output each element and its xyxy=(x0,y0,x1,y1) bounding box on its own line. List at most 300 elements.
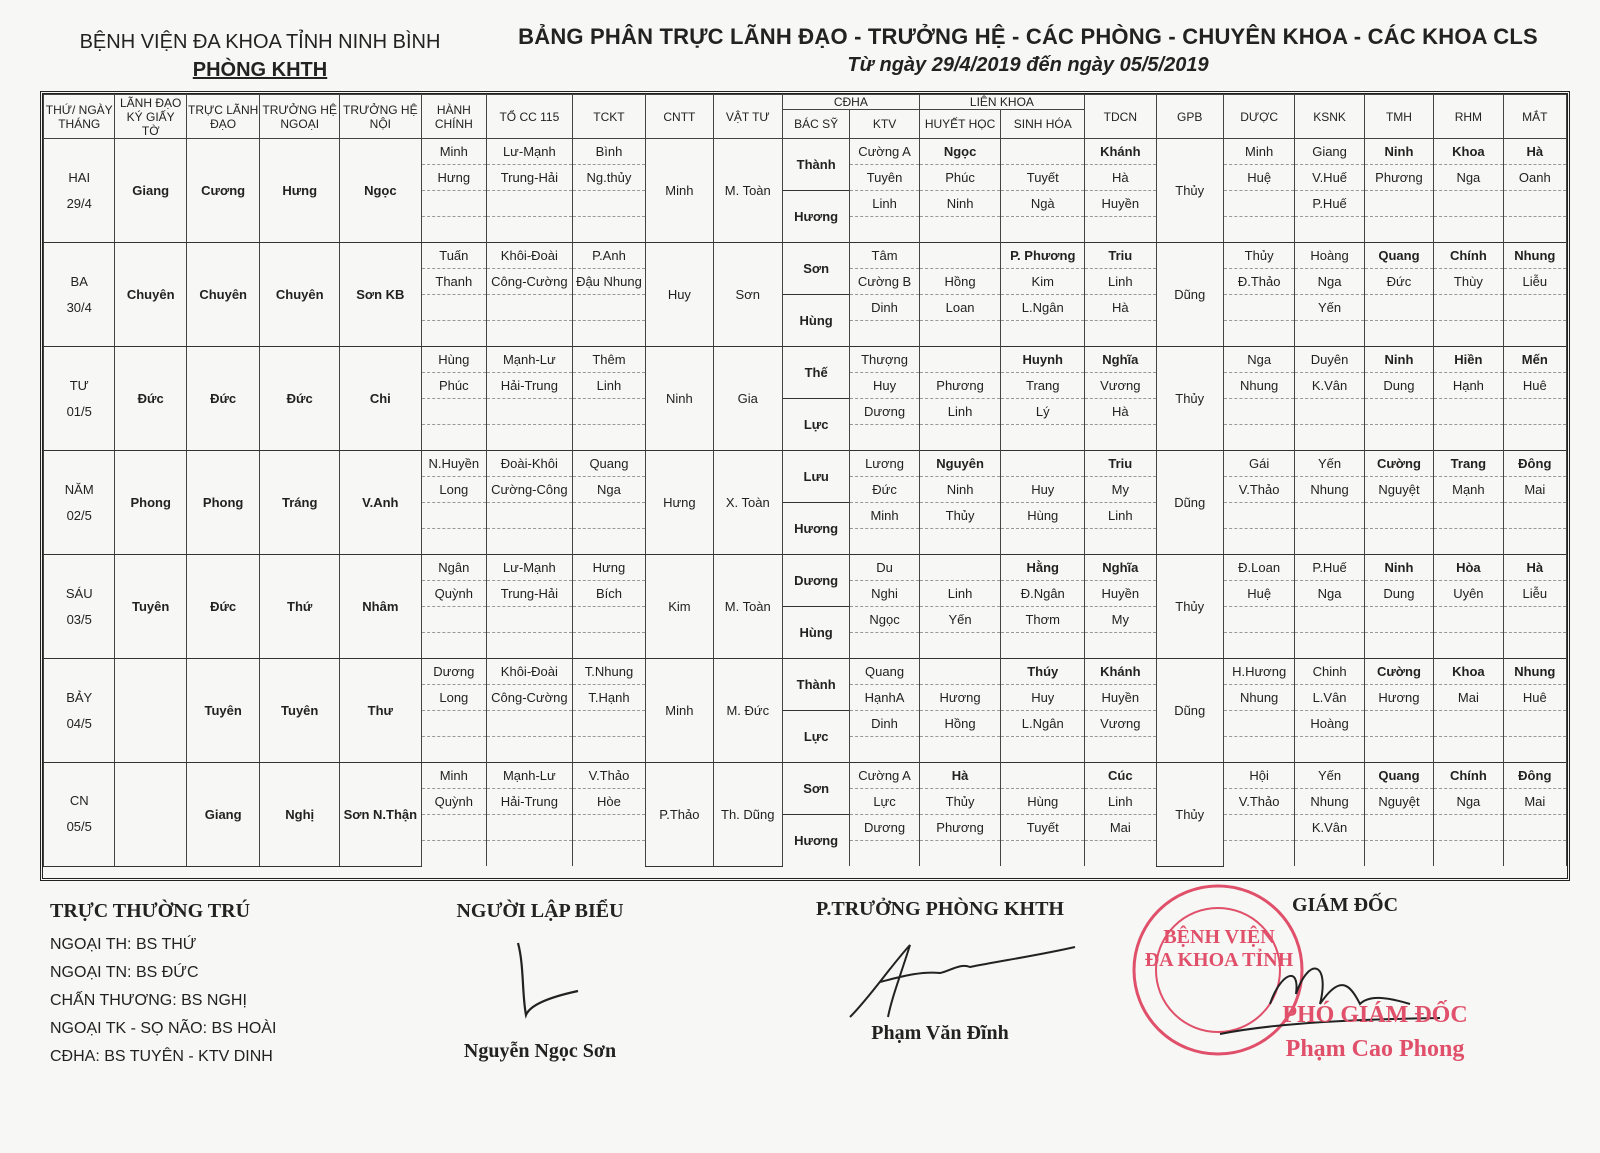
lab-blood-cell xyxy=(919,737,1001,763)
lab-bio-cell: Kim xyxy=(1001,269,1085,295)
head-surgery-cell: Nghị xyxy=(260,763,340,867)
supplies-cell: X. Toàn xyxy=(713,451,782,555)
mat-cell: Huê xyxy=(1503,373,1566,399)
day-date: 05/5 xyxy=(66,819,92,835)
ksnk-cell: Yến xyxy=(1295,451,1364,477)
day-cell xyxy=(44,555,115,659)
lab-blood-cell: Thủy xyxy=(919,789,1001,815)
day-of-week: CN xyxy=(69,793,89,809)
col-lab: LIÊN KHOA xyxy=(919,95,1084,110)
stamp-text: BỆNH VIỆN ĐA KHOA TỈNH xyxy=(1144,926,1294,971)
schedule-body xyxy=(44,139,1567,867)
resident-line: NGOẠI TN: BS ĐỨC xyxy=(50,964,199,981)
finance-cell xyxy=(572,737,645,763)
emergency-cell: Hải-Trung xyxy=(486,789,572,815)
finance-cell: Bình xyxy=(572,139,645,165)
preparer-signature xyxy=(440,935,640,1025)
tmh-cell: Ninh xyxy=(1364,139,1433,165)
emergency-cell xyxy=(486,321,572,347)
pharmacy-cell: Hội xyxy=(1223,763,1294,789)
lab-blood-cell: Phúc xyxy=(919,165,1001,191)
ksnk-cell: Nhung xyxy=(1295,789,1364,815)
cdha-doctor-cell: Hương xyxy=(782,503,849,555)
cdha-ktv-cell: Tuyên xyxy=(850,165,919,191)
col-emergency: TỔ CC 115 xyxy=(486,95,572,139)
rhm-cell: Nga xyxy=(1434,165,1503,191)
tmh-cell xyxy=(1364,815,1433,841)
finance-cell: Đậu Nhung xyxy=(572,269,645,295)
admin-cell xyxy=(421,321,486,347)
ksnk-cell: P.Huế xyxy=(1295,191,1364,217)
gpb-cell: Dũng xyxy=(1156,243,1223,347)
emergency-cell xyxy=(486,841,572,867)
admin-cell xyxy=(421,607,486,633)
duty-leader-cell: Đức xyxy=(186,347,259,451)
sign-leader-cell: Giang xyxy=(115,139,186,243)
col-tmh: TMH xyxy=(1364,95,1433,139)
cdha-ktv-cell: Huy xyxy=(850,373,919,399)
finance-cell: Nga xyxy=(572,477,645,503)
tdcn-cell: Vương xyxy=(1085,373,1156,399)
rhm-cell xyxy=(1434,607,1503,633)
ksnk-cell xyxy=(1295,503,1364,529)
emergency-cell: Lư-Mạnh xyxy=(486,139,572,165)
tdcn-cell: Nghĩa xyxy=(1085,555,1156,581)
rhm-cell: Trang xyxy=(1434,451,1503,477)
admin-cell xyxy=(421,295,486,321)
admin-cell xyxy=(421,503,486,529)
tmh-cell xyxy=(1364,503,1433,529)
finance-cell: Linh xyxy=(572,373,645,399)
cdha-ktv-cell xyxy=(850,217,919,243)
table-row xyxy=(44,139,1567,165)
day-of-week: SÁU xyxy=(65,585,93,601)
finance-cell xyxy=(572,217,645,243)
rhm-cell xyxy=(1434,399,1503,425)
pharmacy-cell: V.Thảo xyxy=(1223,789,1294,815)
admin-cell: Hưng xyxy=(421,165,486,191)
cdha-doctor-cell: Lực xyxy=(782,711,849,763)
tdcn-cell: Linh xyxy=(1085,789,1156,815)
head-surgery-cell: Đức xyxy=(260,347,340,451)
finance-cell xyxy=(572,711,645,737)
admin-cell: Quỳnh xyxy=(421,789,486,815)
tmh-cell xyxy=(1364,217,1433,243)
pharmacy-cell xyxy=(1223,321,1294,347)
ksnk-cell: Hoàng xyxy=(1295,711,1364,737)
mat-cell: Mai xyxy=(1503,477,1566,503)
admin-cell: Dương xyxy=(421,659,486,685)
preparer-signature-block xyxy=(440,900,640,1070)
cdha-ktv-cell: Cường B xyxy=(850,269,919,295)
cdha-ktv-cell: HạnhA xyxy=(850,685,919,711)
pharmacy-cell xyxy=(1223,607,1294,633)
cdha-ktv-cell xyxy=(850,841,919,867)
tdcn-cell: Hà xyxy=(1085,399,1156,425)
ksnk-cell xyxy=(1295,633,1364,659)
cdha-ktv-cell: Dương xyxy=(850,815,919,841)
mat-cell xyxy=(1503,711,1566,737)
cdha-ktv-cell: Cường A xyxy=(850,763,919,789)
rhm-cell: Khoa xyxy=(1434,139,1503,165)
emergency-cell: Mạnh-Lư xyxy=(486,347,572,373)
emergency-cell xyxy=(486,815,572,841)
sign-leader-cell xyxy=(115,763,186,867)
lab-blood-cell xyxy=(919,321,1001,347)
ksnk-cell xyxy=(1295,529,1364,555)
cdha-doctor-cell: Sơn xyxy=(782,763,849,815)
finance-cell: Hòe xyxy=(572,789,645,815)
duty-leader-cell: Tuyên xyxy=(186,659,259,763)
day-cell xyxy=(44,243,115,347)
rhm-cell: Mạnh xyxy=(1434,477,1503,503)
admin-cell: Minh xyxy=(421,763,486,789)
rhm-cell: Chính xyxy=(1434,243,1503,269)
lab-bio-cell xyxy=(1001,633,1085,659)
emergency-cell xyxy=(486,425,572,451)
col-day: THỨ/ NGÀY THÁNG xyxy=(44,95,115,139)
gpb-cell: Dũng xyxy=(1156,451,1223,555)
tdcn-cell: Mai xyxy=(1085,815,1156,841)
head-internal-cell: Sơn KB xyxy=(340,243,422,347)
col-head-surgery: TRƯỞNG HỆ NGOẠI xyxy=(260,95,340,139)
it-cell: Minh xyxy=(646,139,713,243)
emergency-cell xyxy=(486,607,572,633)
tmh-cell xyxy=(1364,191,1433,217)
emergency-cell: Khôi-Đoài xyxy=(486,243,572,269)
tdcn-cell xyxy=(1085,529,1156,555)
day-date: 01/5 xyxy=(66,403,92,419)
gpb-cell: Thủy xyxy=(1156,139,1223,243)
emergency-cell: Công-Cường xyxy=(486,269,572,295)
head-surgery-cell: Tuyên xyxy=(260,659,340,763)
cdha-ktv-cell: Linh xyxy=(850,191,919,217)
cdha-ktv-cell: Lực xyxy=(850,789,919,815)
pharmacy-cell: V.Thảo xyxy=(1223,477,1294,503)
ksnk-cell: Yến xyxy=(1295,295,1364,321)
rhm-cell xyxy=(1434,321,1503,347)
rhm-cell: Nga xyxy=(1434,789,1503,815)
col-mat: MẮT xyxy=(1503,95,1566,139)
tmh-cell xyxy=(1364,529,1433,555)
head-internal-cell: V.Anh xyxy=(340,451,422,555)
tmh-cell: Ninh xyxy=(1364,555,1433,581)
lab-bio-cell xyxy=(1001,451,1085,477)
emergency-cell xyxy=(486,399,572,425)
tmh-cell: Nguyệt xyxy=(1364,477,1433,503)
emergency-cell xyxy=(486,217,572,243)
lab-blood-cell xyxy=(919,555,1001,581)
deputy-head-name: Phạm Văn Đĩnh xyxy=(871,1022,1009,1044)
rhm-cell: Hòa xyxy=(1434,555,1503,581)
mat-cell: Đông xyxy=(1503,763,1566,789)
day-date: 30/4 xyxy=(66,299,92,315)
admin-cell xyxy=(421,711,486,737)
pharmacy-cell xyxy=(1223,841,1294,867)
resident-line: CĐHA: BS TUYÊN - KTV DINH xyxy=(50,1048,273,1065)
date-range: Từ ngày 29/4/2019 đến ngày 05/5/2019 xyxy=(847,54,1209,76)
lab-blood-cell xyxy=(919,243,1001,269)
lab-bio-cell xyxy=(1001,529,1085,555)
emergency-cell: Hải-Trung xyxy=(486,373,572,399)
ksnk-cell xyxy=(1295,607,1364,633)
col-pharmacy: DƯỢC xyxy=(1223,95,1294,139)
admin-cell: Quỳnh xyxy=(421,581,486,607)
finance-cell: T.Nhung xyxy=(572,659,645,685)
tmh-cell: Ninh xyxy=(1364,347,1433,373)
cdha-doctor-cell: Thế xyxy=(782,347,849,399)
tmh-cell xyxy=(1364,711,1433,737)
resident-line: NGOẠI TH: BS THỨ xyxy=(50,936,197,953)
day-date: 04/5 xyxy=(66,715,92,731)
admin-cell: Tuấn xyxy=(421,243,486,269)
cdha-ktv-cell xyxy=(850,425,919,451)
col-lab-blood: HUYẾT HỌC xyxy=(919,110,1001,139)
finance-cell: T.Hạnh xyxy=(572,685,645,711)
cdha-doctor-cell: Sơn xyxy=(782,243,849,295)
mat-cell xyxy=(1503,607,1566,633)
head-surgery-cell: Hưng xyxy=(260,139,340,243)
tdcn-cell: Linh xyxy=(1085,503,1156,529)
pharmacy-cell: H.Hương xyxy=(1223,659,1294,685)
mat-cell: Mến xyxy=(1503,347,1566,373)
emergency-cell xyxy=(486,191,572,217)
director-title: GIÁM ĐỐC xyxy=(1291,894,1399,916)
lab-blood-cell: Ninh xyxy=(919,191,1001,217)
pharmacy-cell xyxy=(1223,737,1294,763)
day-of-week: BẢY xyxy=(66,689,93,705)
finance-cell: Bích xyxy=(572,581,645,607)
admin-cell: Thanh xyxy=(421,269,486,295)
pharmacy-cell: Nga xyxy=(1223,347,1294,373)
day-of-week: TƯ xyxy=(69,377,89,393)
head-internal-cell: Chi xyxy=(340,347,422,451)
lab-bio-cell: Tuyết xyxy=(1001,815,1085,841)
finance-cell xyxy=(572,399,645,425)
cdha-ktv-cell: Quang xyxy=(850,659,919,685)
tdcn-cell: Hà xyxy=(1085,165,1156,191)
lab-blood-cell: Loan xyxy=(919,295,1001,321)
lab-bio-cell: Lý xyxy=(1001,399,1085,425)
rhm-cell: Khoa xyxy=(1434,659,1503,685)
lab-bio-cell: Hằng xyxy=(1001,555,1085,581)
pharmacy-cell xyxy=(1223,503,1294,529)
sign-leader-cell: Đức xyxy=(115,347,186,451)
rhm-cell xyxy=(1434,295,1503,321)
col-sign-leader: LÃNH ĐẠO KÝ GIẤY TỜ xyxy=(115,95,186,139)
table-row xyxy=(44,659,1567,685)
cdha-ktv-cell: Tâm xyxy=(850,243,919,269)
finance-cell xyxy=(572,529,645,555)
it-cell: Ninh xyxy=(646,347,713,451)
tdcn-cell: Huyền xyxy=(1085,581,1156,607)
cdha-ktv-cell xyxy=(850,529,919,555)
pharmacy-cell xyxy=(1223,399,1294,425)
lab-bio-cell xyxy=(1001,841,1085,867)
pharmacy-cell: Gái xyxy=(1223,451,1294,477)
hospital-header xyxy=(60,28,460,84)
cdha-doctor-cell: Hùng xyxy=(782,295,849,347)
finance-cell: Quang xyxy=(572,451,645,477)
lab-blood-cell: Thủy xyxy=(919,503,1001,529)
day-cell xyxy=(44,139,115,243)
rhm-cell xyxy=(1434,841,1503,867)
tmh-cell: Dung xyxy=(1364,373,1433,399)
cdha-doctor-cell: Hùng xyxy=(782,607,849,659)
head-surgery-cell: Thứ xyxy=(260,555,340,659)
lab-blood-cell: Hương xyxy=(919,685,1001,711)
lab-bio-cell: Huynh xyxy=(1001,347,1085,373)
pharmacy-cell xyxy=(1223,217,1294,243)
admin-cell xyxy=(421,191,486,217)
hospital-name: BỆNH VIỆN ĐA KHOA TỈNH NINH BÌNH xyxy=(79,31,441,53)
it-cell: Huy xyxy=(646,243,713,347)
finance-cell: Hưng xyxy=(572,555,645,581)
mat-cell xyxy=(1503,737,1566,763)
mat-cell xyxy=(1503,633,1566,659)
it-cell: Kim xyxy=(646,555,713,659)
ksnk-cell xyxy=(1295,737,1364,763)
ksnk-cell: K.Vân xyxy=(1295,373,1364,399)
col-cdha-doctor: BÁC SỸ xyxy=(782,110,849,139)
ksnk-cell xyxy=(1295,841,1364,867)
ksnk-cell: K.Vân xyxy=(1295,815,1364,841)
ksnk-cell: Nhung xyxy=(1295,477,1364,503)
tmh-cell xyxy=(1364,295,1433,321)
deputy-head-signature-block xyxy=(800,898,1080,1068)
mat-cell xyxy=(1503,425,1566,451)
finance-cell xyxy=(572,633,645,659)
lab-bio-cell: Thúy xyxy=(1001,659,1085,685)
head-internal-cell: Thư xyxy=(340,659,422,763)
lab-blood-cell: Nguyên xyxy=(919,451,1001,477)
pharmacy-cell: Nhung xyxy=(1223,373,1294,399)
cdha-ktv-cell: Nghi xyxy=(850,581,919,607)
day-cell xyxy=(44,451,115,555)
lab-bio-cell: Hùng xyxy=(1001,503,1085,529)
rhm-cell: Mai xyxy=(1434,685,1503,711)
rhm-cell xyxy=(1434,503,1503,529)
lab-bio-cell xyxy=(1001,737,1085,763)
lab-bio-cell xyxy=(1001,763,1085,789)
emergency-cell: Đoài-Khôi xyxy=(486,451,572,477)
mat-cell xyxy=(1503,295,1566,321)
pharmacy-cell xyxy=(1223,191,1294,217)
finance-cell: V.Thảo xyxy=(572,763,645,789)
admin-cell: Phúc xyxy=(421,373,486,399)
emergency-cell: Công-Cường xyxy=(486,685,572,711)
admin-cell xyxy=(421,399,486,425)
emergency-cell: Mạnh-Lư xyxy=(486,763,572,789)
col-cdha: CĐHA xyxy=(782,95,919,110)
lab-blood-cell: Ngọc xyxy=(919,139,1001,165)
mat-cell: Mai xyxy=(1503,789,1566,815)
col-rhm: RHM xyxy=(1434,95,1503,139)
tmh-cell: Đức xyxy=(1364,269,1433,295)
cdha-ktv-cell: Cường A xyxy=(850,139,919,165)
tdcn-cell: Khánh xyxy=(1085,659,1156,685)
tmh-cell: Nguyệt xyxy=(1364,789,1433,815)
tmh-cell xyxy=(1364,841,1433,867)
cdha-ktv-cell: Ngọc xyxy=(850,607,919,633)
lab-blood-cell: Phương xyxy=(919,815,1001,841)
mat-cell: Nhung xyxy=(1503,659,1566,685)
tdcn-cell: My xyxy=(1085,477,1156,503)
emergency-cell xyxy=(486,529,572,555)
pharmacy-cell xyxy=(1223,815,1294,841)
ksnk-cell: Yến xyxy=(1295,763,1364,789)
mat-cell xyxy=(1503,529,1566,555)
finance-cell xyxy=(572,503,645,529)
lab-blood-cell: Ninh xyxy=(919,477,1001,503)
mat-cell: Hà xyxy=(1503,555,1566,581)
day-date: 02/5 xyxy=(66,507,92,523)
admin-cell xyxy=(421,217,486,243)
col-finance: TCKT xyxy=(572,95,645,139)
cdha-doctor-cell: Thành xyxy=(782,139,849,191)
col-tdcn: TDCN xyxy=(1085,95,1156,139)
tmh-cell: Cường xyxy=(1364,451,1433,477)
admin-cell: Hùng xyxy=(421,347,486,373)
mat-cell: Nhung xyxy=(1503,243,1566,269)
table-row xyxy=(44,763,1567,789)
col-admin: HÀNH CHÍNH xyxy=(421,95,486,139)
tdcn-cell: Triu xyxy=(1085,243,1156,269)
tdcn-cell: Linh xyxy=(1085,269,1156,295)
rhm-cell xyxy=(1434,529,1503,555)
admin-cell xyxy=(421,633,486,659)
tdcn-cell xyxy=(1085,321,1156,347)
sign-leader-cell xyxy=(115,659,186,763)
cdha-doctor-cell: Lưu xyxy=(782,451,849,503)
tmh-cell xyxy=(1364,425,1433,451)
lab-bio-cell: Huy xyxy=(1001,477,1085,503)
rhm-cell xyxy=(1434,711,1503,737)
lab-blood-cell xyxy=(919,841,1001,867)
day-cell xyxy=(44,763,115,867)
pharmacy-cell: Đ.Thảo xyxy=(1223,269,1294,295)
cdha-ktv-cell xyxy=(850,321,919,347)
mat-cell: Huê xyxy=(1503,685,1566,711)
pharmacy-cell: Nhung xyxy=(1223,685,1294,711)
admin-cell: N.Huyền xyxy=(421,451,486,477)
tdcn-cell: Nghĩa xyxy=(1085,347,1156,373)
table-row xyxy=(44,243,1567,269)
col-ksnk: KSNK xyxy=(1295,95,1364,139)
emergency-cell: Trung-Hải xyxy=(486,165,572,191)
admin-cell xyxy=(421,737,486,763)
day-date: 29/4 xyxy=(66,195,92,211)
pharmacy-cell xyxy=(1223,295,1294,321)
director-signature-block xyxy=(1120,878,1540,1078)
lab-blood-cell: Linh xyxy=(919,399,1001,425)
cdha-ktv-cell: Du xyxy=(850,555,919,581)
lab-blood-cell xyxy=(919,659,1001,685)
ksnk-cell: Nga xyxy=(1295,269,1364,295)
rhm-cell xyxy=(1434,217,1503,243)
lab-bio-cell xyxy=(1001,425,1085,451)
day-cell xyxy=(44,347,115,451)
mat-cell xyxy=(1503,191,1566,217)
pharmacy-cell: Thủy xyxy=(1223,243,1294,269)
sign-leader-cell: Chuyên xyxy=(115,243,186,347)
pharmacy-cell xyxy=(1223,633,1294,659)
tdcn-cell: Khánh xyxy=(1085,139,1156,165)
cdha-ktv-cell: Dinh xyxy=(850,711,919,737)
tdcn-cell: Huyền xyxy=(1085,685,1156,711)
tmh-cell: Phương xyxy=(1364,165,1433,191)
pharmacy-cell: Minh xyxy=(1223,139,1294,165)
